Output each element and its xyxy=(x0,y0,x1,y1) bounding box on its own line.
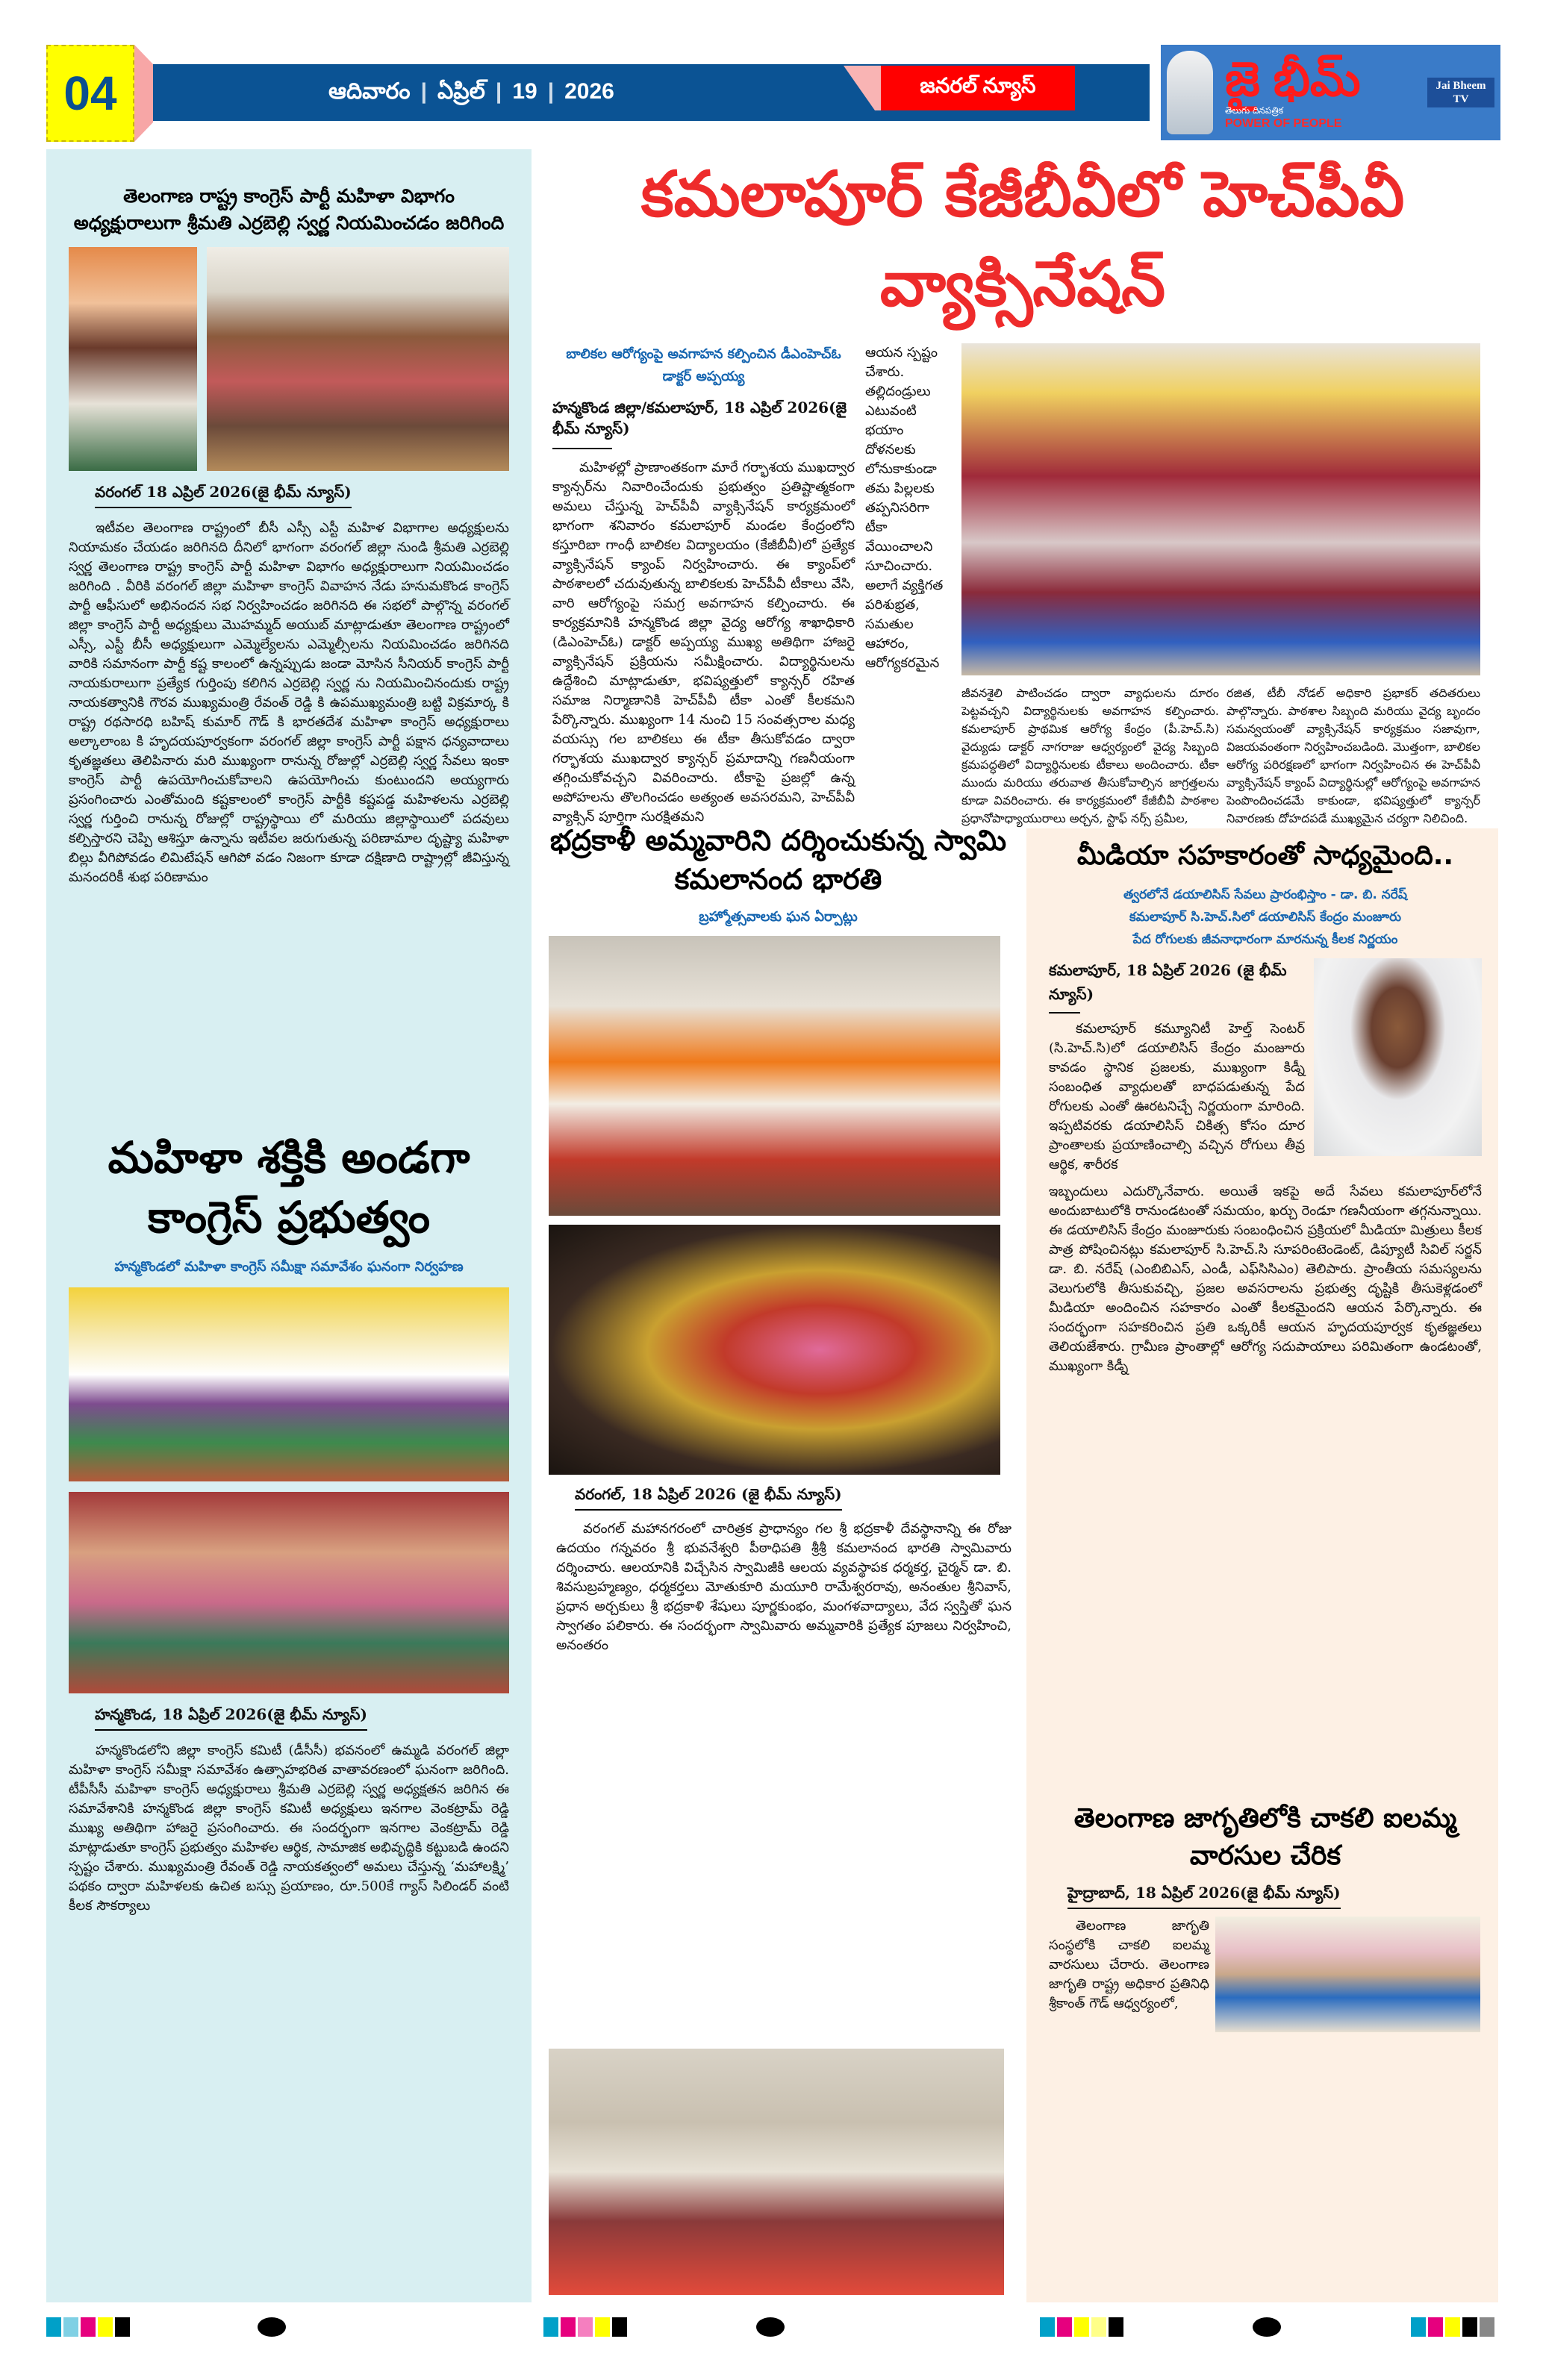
temple-body xyxy=(556,1519,1011,2040)
color-bar xyxy=(1411,2317,1494,2337)
subhead-line: త్వరలోనే డయాలిసిస్ సేవలు ప్రారంభిస్తాం - డా. బి. నరేష్ xyxy=(1123,887,1407,902)
logo-tagline: POWER OF PEOPLE xyxy=(1225,117,1342,130)
photo-bhadrakali-deity xyxy=(549,1225,1000,1475)
temple-dateline: వరంగల్, 18 ఏప్రిల్ 2026 (జై భీమ్ న్యూస్) xyxy=(575,1484,842,1511)
color-bar xyxy=(543,2317,627,2337)
photo-audience xyxy=(69,1492,509,1693)
temple-story xyxy=(545,821,1011,2295)
paragraph: రజిత, టీబీ నోడల్ అధికారి ప్రభాకర్ తదితరులు పాల్గొన్నారు. పాఠశాల సిబ్బంది మరియు వైద్య బృందం సమన్వయంతో వ్యాక్సినేషన్ కార్యక్రమం సజావుగా, విజయవంతంగా నిర్వహించబడింది. మొత్తంగా, బాలికల ఆరోగ్య పరిరక్షణలో భాగంగా నిర్వహించిన ఈ హెచ్‌పీవీ వ్యాక్సినేషన్ క్యాంప్ విద్యార్థినుల్లో ఆరోగ్యంపై అవగాహన పెంపొందించడమే కాకుండా, భవిష్యత్తులో క్యాన్సర్ నివారణకు దోహదపడే ముఖ్యమైన చర్యగా నిలిచింది. xyxy=(1226,686,1480,825)
temple-subhead: బ్రహ్మోత్సవాలకు ఘన ఏర్పాట్లు xyxy=(699,909,858,925)
photo-jagruthi-joining xyxy=(1215,1917,1480,2032)
dateline-rule xyxy=(552,448,612,449)
main-body xyxy=(552,458,855,825)
main-dateline: హన్మకొండ జిల్లా/కమలాపూర్, 18 ఎప్రిల్ 2026(జై భీమ్ న్యూస్) xyxy=(552,399,847,437)
dateline-rule xyxy=(1049,1012,1080,1013)
photo-swamiji-pooja xyxy=(549,936,1000,1216)
dialysis-headline: మీడియా సహకారంతో సాధ్యమైంది.. xyxy=(1076,840,1454,871)
main-headline: కమలాపూర్ కేజీబీవీలో హెచ్‌పీవీ వ్యాక్సినేషన్ xyxy=(640,157,1405,320)
issue-date: ఆదివారం | ఏప్రిల్ | 19 | 2026 xyxy=(328,78,614,106)
page-number-shadow xyxy=(134,45,153,142)
section-label: జనరల్ న్యూస్ xyxy=(881,66,1075,110)
dialysis-body xyxy=(1049,1182,1482,1793)
main-subhead: బాలికల ఆరోగ్యంపై అవగాహన కల్పించిన డీఎంహెచ్ఓ డాక్టర్ అప్పయ్య xyxy=(566,346,841,384)
temple-headline: భద్రకాళీ అమ్మవారిని దర్శించుకున్న స్వామి కమలానంద భారతి xyxy=(549,824,1007,896)
weekday: ఆదివారం xyxy=(328,79,411,104)
photo-poster-release xyxy=(549,2049,1004,2295)
color-bar xyxy=(46,2317,130,2337)
story1-body xyxy=(69,519,509,1117)
tv-logo: Jai Bheem TV xyxy=(1427,78,1494,107)
dialysis-subheads xyxy=(1049,884,1482,951)
dialysis-body-top xyxy=(1049,1019,1305,1175)
logo-subtitle: తెలుగు దినపత్రిక xyxy=(1225,105,1284,116)
left-column-content xyxy=(46,149,532,2302)
photo-dr-naresh xyxy=(1314,958,1482,1156)
day: 19 xyxy=(512,79,537,104)
main-body-narrow xyxy=(865,343,951,806)
main-story xyxy=(552,149,1493,825)
story2-subhead: హన్మకొండలో మహిళా కాంగ్రెస్ సమీక్షా సమావేశం ఘనంగా నిర్వహణ xyxy=(114,1259,464,1275)
subhead-line: కమలాపూర్ సి.హెచ్.సిలో డయాలిసిస్ కేంద్రం మంజూరు xyxy=(1129,910,1402,925)
subhead-line: పేద రోగులకు జీవనాధారంగా మారనున్న కీలక నిర్ణయం xyxy=(1132,932,1398,947)
paragraph: వరంగల్ మహానగరంలో చారిత్రక ప్రాధాన్యం గల శ్రీ భద్రకాళీ దేవస్థానాన్ని ఈ రోజు ఉదయం గన్నవరం శ్రీ భువనేశ్వరి పీఠాధిపతి శ్రీశ్రీ కమలానంద భారతి స్వామివారు దర్శించారు. ఆలయానికి విచ్చేసిన స్వామిజీకి ఆలయ వ్యవస్థాపక ధర్మకర్త, చైర్మన్ డా. బి. శివసుబ్రహ్మణ్యం, ధర్మకర్తలు మోతుకూరి మయూరి రామేశ్వరరావు, అనంతుల శ్రీనివాస్, ప్రధాన అర్చకులు శ్రీ భద్రకాళి శేషులు పూర్ణకుంభం, మంగళవాద్యాలు, వేద స్వస్తితో ఘన స్వాగతం పలికారు. ఈ సందర్భంగా స్వామివారు అమ్మవారికి ప్రత్యేక పూజలు నిర్వహించి, అనంతరం xyxy=(556,1521,1011,1653)
logo-title: జై భీమ్ xyxy=(1225,52,1361,106)
dialysis-dateline: కమలాపూర్, 18 ఏప్రిల్ 2026 (జై భీమ్ న్యూస్) xyxy=(1049,961,1287,1003)
right-column-content xyxy=(1026,828,1498,2302)
registration-mark xyxy=(1253,2317,1281,2337)
paragraph: ఆయన స్పష్టం చేశారు. తల్లిదండ్రులు ఎటువంటి భయాం దోళనలకు లోనుకాకుండా తమ పిల్లలకు తప్పనిసరిగా టీకా వేయించాలని సూచించారు. అలాగే వ్యక్తిగత పరిశుభ్రత, సమతుల ఆహారం, ఆరోగ్యకరమైన xyxy=(865,345,944,671)
jagruthi-dateline: హైద్రాబాద్, 18 ఏప్రిల్ 2026(జై భీమ్ న్యూస్) xyxy=(1067,1882,1341,1909)
photo-review-meeting-stage xyxy=(69,1287,509,1481)
paragraph: ఇబ్బందులు ఎదుర్కొనేవారు. అయితే ఇకపై అదే సేవలు కమలాపూర్‌లోనే అందుబాటులోకి రానుండటంతో సమయం, ఖర్చు రెండూ గణనీయంగా తగ్గనున్నాయి. ఈ డయాలిసిస్ కేంద్రం మంజూరుకు సంబంధించిన ప్రక్రియలో మీడియా మిత్రులు కీలక పాత్ర పోషించినట్లు కమలాపూర్ సి.హెచ్.సి సూపరింటెండెంట్, డిప్యూటీ సివిల్ సర్జన్ డా. బి. నరేష్ (ఎంబిబిఎస్, ఎండీ, ఎఫ్‌సిసిఎం) తెలిపారు. ప్రాంతీయ సమస్యలను వెలుగులోకి తీసుకువచ్చి, ప్రజల అవసరాలను ప్రభుత్వ దృష్టికి తీసుకెళ్లడంలో మీడియా అందించిన సహకారం ఎంతో కీలకమైందని ఆయన పేర్కొన్నారు. ఈ సందర్భంగా సహకరించిన ప్రతి ఒక్కరికీ ఆయన హృదయపూర్వక కృతజ్ఞతలు తెలియజేశారు. గ్రామీణ ప్రాంతాల్లో ఆరోగ్య సదుపాయాలు పరిమితంగా ఉండటంతో, ముఖ్యంగా కిడ్నీ xyxy=(1049,1184,1482,1374)
color-bar xyxy=(1040,2317,1123,2337)
paragraph: హన్మకొండలోని జిల్లా కాంగ్రెస్ కమిటీ (డీసీసీ) భవనంలో ఉమ్మడి వరంగల్ జిల్లా మహిళా కాంగ్రెస్ సమీక్షా సమావేశం ఉత్సాహభరిత వాతావరణంలో ఘనంగా జరిగింది. టీపీసీసీ మహిళా కాంగ్రెస్ అధ్యక్షురాలు శ్రీమతి ఎర్రబెల్లి స్వర్ణ అధ్యక్షతన జరిగిన ఈ సమావేశానికి హన్మకొండ జిల్లా కాంగ్రెస్ కమిటీ అధ్యక్షులు ఇనగాల వెంకట్రామ్ రెడ్డి ముఖ్య అతిథిగా హాజరై ప్రసంగించారు. ఈ సందర్భంగా ఇనగాల వెంకట్రామ్ రెడ్డి మాట్లాడుతూ కాంగ్రెస్ ప్రభుత్వం మహిళల ఆర్థిక, సామాజిక అభివృద్ధికి కట్టుబడి ఉందని స్పష్టం చేశారు. ముఖ్యమంత్రి రేవంత్ రెడ్డి నాయకత్వంలో అమలు చేస్తున్న ‘మహాలక్ష్మి’ పథకం ద్వారా మహిళలకు ఉచిత బస్సు ప్రయాణం, రూ.500కే గ్యాస్ సిలిండర్ వంటి కీలక సౌకర్యాలు xyxy=(69,1743,509,1914)
registration-mark xyxy=(756,2317,785,2337)
story1-headline: తెలంగాణ రాష్ట్ర కాంగ్రెస్ పార్టీ మహిళా విభాగం అధ్యక్షురాలుగా శ్రీమతి ఎర్రబెల్లి స్వర్ణ నియమించడం జరిగింది xyxy=(73,185,505,234)
jagruthi-body xyxy=(1049,1917,1209,2281)
photo-swarna-felicitation xyxy=(69,247,197,471)
paragraph: తెలంగాణ జాగృతి సంస్థలోకి చాకలి ఐలమ్మ వారసులు చేరారు. తెలంగాణ జాగృతి రాష్ట్ర అధికార ప్రతినిధి శ్రీకాంత్ గౌడ్ ఆధ్వర్యంలో, xyxy=(1049,1917,1209,2011)
photo-vaccination-camp xyxy=(961,343,1480,675)
main-story-columns xyxy=(552,343,1493,825)
main-body-below-a xyxy=(961,684,1219,825)
jagruthi-headline: తెలంగాణ జాగృతిలోకి చాకలి ఐలమ్మ వారసుల చేరిక xyxy=(1073,1802,1457,1871)
masthead-logo xyxy=(1161,45,1500,140)
year: 2026 xyxy=(564,79,614,104)
page-number: 04 xyxy=(46,45,134,142)
paragraph: కమలాపూర్ కమ్యూనిటీ హెల్త్ సెంటర్ (సి.హెచ్.సి)లో డయాలిసిస్ కేంద్రం మంజూరు కావడం స్థానిక ప్రజలకు, ముఖ్యంగా కిడ్నీ సంబంధిత వ్యాధులతో బాధపడుతున్న పేద రోగులకు ఎంతో ఊరటనిచ్చే నిర్ణయంగా మారింది. ఇప్పటివరకు డయాలిసిస్ చికిత్స కోసం దూర ప్రాంతాలకు ప్రయాణించాల్సి వచ్చిన రోగులు తీవ్ర ఆర్థిక, శారీరక xyxy=(1049,1021,1305,1172)
story2-body xyxy=(69,1741,509,2273)
story1-dateline: వరంగల్ 18 ఎప్రిల్ 2026(జై భీమ్ న్యూస్) xyxy=(95,481,352,508)
story2-headline: మహిళా శక్తికి అండగా కాంగ్రెస్ ప్రభుత్వం xyxy=(107,1132,470,1243)
paragraph: ఇటీవల తెలంగాణ రాష్ట్రంలో బీసీ ఎస్సీ ఎస్టీ మహిళ విభాగాల అధ్యక్షులను నియామకం చేయడం జరిగినది దీనిలో భాగంగా వరంగల్ జిల్లా నుండి శ్రీమతి ఎర్రబెల్లి స్వర్ణ తెలంగాణ రాష్ట్ర కాంగ్రెస్ పార్టీ మహిళా విభాగం అధ్యక్షురాలుగా నియమించడం జరిగింది . వీరికి వరంగల్ జిల్లా మహిళా కాంగ్రెస్ వివాహన నేడు హనుమకొండ కాంగ్రెస్ పార్టీ ఆఫీసులో అభినందన సభ నిర్వహించడం జరిగినది ఈ సభలో పాల్గొన్న వరంగల్ జిల్లా కాంగ్రెస్ పార్టీ అధ్యక్షులు మొహమ్మద్ అయుబ్ మాట్లాడుతూ తెలంగాణ రాష్ట్రంలో ఎస్సీ, ఎస్టీ బీసీ అధ్యక్షులుగా ఎమ్మెల్యేలను ఎమ్మెల్సీలను నియమించడం జరిగినది వారికి సమానంగా పార్టీ కష్ట కాలంలో ఉన్నప్పుడు జండా మోసిన సీనియర్ కాంగ్రెస్ పార్టీ నాయకురాలుగా ప్రత్యేక గుర్తింపు కలిగిన ఎర్రబెల్లి స్వర్ణ ను నియమించినందుకు రాష్ట్ర నాయకత్వానికి గౌరవ ముఖ్యమంత్రి రేవంత్ రెడ్డి కి ఉపముఖ్యమంత్రి బట్టి విక్రమార్క కి రాష్ట్ర రథసారధి బహిష్ కుమార్ గౌడ్ కి భారతదేశ మహిళా కాంగ్రెస్ అధ్యక్షురాలు అల్కాలాంబ కి హృదయపూర్వకంగా వరంగల్ జిల్లా కాంగ్రెస్ పార్టీ పక్షాన ధన్యవాదాలు కృతజ్ఞతలు తెలిపినారు మరి ముఖ్యంగా రానున్న రోజుల్లో ఎర్రబెల్లి స్వర్ణ సేవలు ఇంకా కాంగ్రెస్ పార్టీ ఉపయోగించుకోవాలని ఉపయోగించు కుంటుందని అయ్యగారు ప్రసంగించారు ఎంతోమంది కష్టకాలంలో కాంగ్రెస్ పార్టీకి కష్టపడ్డ మహిళలను ఎర్రబెల్లి స్వర్ణ గుర్తించి రానున్న రోజుల్లో రాష్ట్రస్థాయి లో మరియు జిల్లాస్థాయిలో పదవులు కల్పిస్తారని చెప్పి ఆశిస్తూ ఉన్నాను ఇటీవల జరుగుతున్న పరిణామాల దృష్ట్యా మహిళా బిల్లు వీగిపోవడం లిమిటేషన్ ఆగిపో వడం నిజంగా కూడా దక్షిణాది రాష్ట్రాల్లో జీవిస్తున్న మనందరికీ శుభ పరిణామం xyxy=(69,520,509,885)
story2-dateline: హన్మకొండ, 18 ఏప్రిల్ 2026(జై భీమ్ న్యూస్) xyxy=(95,1704,367,1731)
month: ఏప్రిల్ xyxy=(437,79,485,104)
photo-meeting-hall xyxy=(207,247,509,471)
registration-mark xyxy=(258,2317,286,2337)
portrait-icon xyxy=(1167,51,1213,134)
paragraph: జీవనశైలి పాటించడం ద్వారా వ్యాధులను దూరం పెట్టవచ్చని విద్యార్థినులకు అవగాహన కల్పించారు. కమలాపూర్ ప్రాథమిక ఆరోగ్య కేంద్రం (పీ.హెచ్.సి) వైద్యుడు డాక్టర్ నాగరాజు ఆధ్వర్యంలో వైద్య సిబ్బంది క్రమపద్ధతిలో విద్యార్థినులకు టీకాలు అందించారు. టీకా ముందు మరియు తరువాత తీసుకోవాల్సిన జాగ్రత్తలను కూడా వివరించారు. ఈ కార్యక్రమంలో కేజీబీవీ పాఠశాల ప్రధానోపాధ్యాయురాలు అర్చన, స్టాఫ్ నర్స్ ప్రమీల, xyxy=(961,686,1219,825)
paragraph: మహిళల్లో ప్రాణాంతకంగా మారే గర్భాశయ ముఖద్వార క్యాన్సర్‌ను నివారించేందుకు ప్రభుత్వం ప్రతిష్టాత్మకంగా అమలు చేస్తున్న హెచ్‌పీవీ వ్యాక్సినేషన్ కార్యక్రమంలో భాగంగా శనివారం కమలాపూర్ మండల కేంద్రంలోని కస్తూరిబా గాంధీ బాలికల విద్యాలయం (కేజీబీవీ)లో ప్రత్యేక వ్యాక్సినేషన్ క్యాంప్ నిర్వహించారు. ఈ క్యాంప్‌లో పాఠశాలలో చదువుతున్న బాలికలకు హెచ్‌పీవీ టీకాలు వేసి, వారి ఆరోగ్యంపై సమగ్ర అవగాహన కల్పించారు. ఈ కార్యక్రమానికి హన్మకొండ జిల్లా వైద్య ఆరోగ్య శాఖాధికారి (డిఎంహెచ్ఓ) డాక్టర్ అప్పయ్య ముఖ్య అతిథిగా హాజరై వ్యాక్సినేషన్ ప్రక్రియను సమీక్షించారు. విద్యార్థినులను ఉద్దేశించి మాట్లాడుతూ, భవిష్యత్తులో క్యాన్సర్ రహిత సమాజ నిర్మాణానికి హెచ్‌పీవీ టీకా ఎంతో కీలకమని పేర్కొన్నారు. ముఖ్యంగా 14 నుంచి 15 సంవత్సరాల మధ్య వయస్సు గల బాలికలు ఈ టీకా తీసుకోవడం ద్వారా గర్భాశయ ముఖద్వార క్యాన్సర్ ప్రమాదాన్ని గణనీయంగా తగ్గించుకోవచ్చని వివరించారు. టీకాపై ప్రజల్లో ఉన్న అపోహలను తొలగించడం అత్యంత అవసరమని, హెచ్‌పీవీ వ్యాక్సిన్ పూర్తిగా సురక్షితమని xyxy=(552,460,855,825)
main-body-below-b xyxy=(1226,684,1480,825)
